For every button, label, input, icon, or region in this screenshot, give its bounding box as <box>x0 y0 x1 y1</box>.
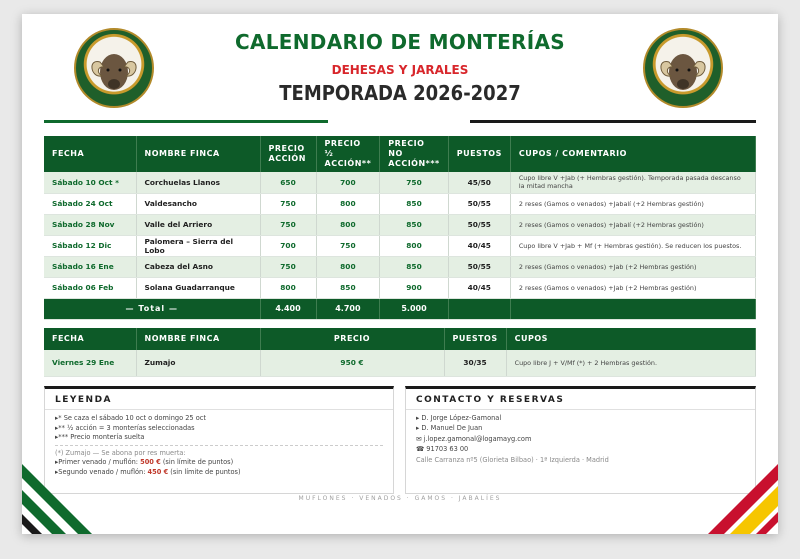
cell-no-accion: 900 <box>380 277 448 298</box>
leyenda-line: (*) Zumajo — Se abona por res muerta: <box>55 448 186 457</box>
cell-medio: 850 <box>316 277 380 298</box>
leyenda-card <box>44 386 394 494</box>
total-row <box>44 298 756 319</box>
cell-no-accion: 800 <box>380 235 448 256</box>
col-medio: PRECIO ½ ACCIÓN** <box>316 136 380 172</box>
cell-precio: 800 <box>260 277 316 298</box>
table-row <box>44 256 756 277</box>
cell-cupo: 2 reses (Gamos o venados) +Jabalí (+2 Hembras gestión) <box>510 214 755 235</box>
leyenda-line <box>55 458 383 468</box>
table-row <box>44 172 756 193</box>
cell-puestos: 50/55 <box>448 193 510 214</box>
andalusia-flag-icon <box>22 464 92 534</box>
cell-puestos: 45/50 <box>448 172 510 193</box>
total-no-accion: 5.000 <box>380 298 448 319</box>
table-row <box>44 235 756 256</box>
price-highlight: 450 € <box>147 467 169 476</box>
table-row <box>44 193 756 214</box>
page-title: CALENDARIO DE MONTERÍAS <box>235 30 565 54</box>
zumajo-table <box>44 328 756 377</box>
table-header-row <box>44 136 756 172</box>
cell-precio: 750 <box>260 193 316 214</box>
table-row <box>44 350 756 376</box>
total-empty <box>448 298 510 319</box>
monterias-table <box>44 136 756 320</box>
leyenda-line: ▸*** Precio montería suelta <box>55 433 145 441</box>
cell-cupo: Cupo libre V +Jab (+ Hembras gestión). Temporada pasada descanso la mitad mancha <box>510 172 755 193</box>
col-finca: NOMBRE FINCA <box>136 328 260 350</box>
season-title: TEMPORADA 2026-2027 <box>279 81 521 105</box>
cell-no-accion: 850 <box>380 193 448 214</box>
col-precio: PRECIO <box>260 328 444 350</box>
leyenda-text: ▸Segundo venado / muflón: <box>55 467 148 476</box>
total-empty <box>510 298 755 319</box>
leyenda-line: ▸* Se caza el sábado 10 oct o domingo 25 oct <box>55 414 206 422</box>
spain-flag-icon <box>708 464 778 534</box>
page-subtitle: DEHESAS Y JARALES <box>331 63 469 77</box>
leyenda-divider <box>55 445 383 446</box>
leyenda-title: LEYENDA <box>45 389 393 410</box>
col-fecha: FECHA <box>44 136 136 172</box>
cell-finca: Cabeza del Asno <box>136 256 260 277</box>
col-cupos: CUPOS <box>506 328 755 350</box>
leyenda-line: ▸** ½ acción = 3 monterías seleccionadas <box>55 423 195 432</box>
cell-fecha: Sábado 28 Nov <box>44 214 136 235</box>
cell-cupo: 2 reses (Gamos o venados) +Jabalí (+2 Hembras gestión) <box>510 193 755 214</box>
phone-link[interactable]: ☎ 91703 63 00 <box>416 444 469 453</box>
cell-medio: 800 <box>316 193 380 214</box>
cell-finca: Valle del Arriero <box>136 214 260 235</box>
cell-precio: 650 <box>260 172 316 193</box>
cell-finca: Valdesancho <box>136 193 260 214</box>
col-puestos: PUESTOS <box>444 328 506 350</box>
total-precio: 4.400 <box>260 298 316 319</box>
cell-fecha: Sábado 06 Feb <box>44 277 136 298</box>
cell-fecha: Sábado 16 Ene <box>44 256 136 277</box>
cell-puestos: 50/55 <box>448 214 510 235</box>
calendar-sheet <box>22 14 778 534</box>
leyenda-text: ▸Primer venado / muflón: <box>55 458 141 466</box>
cell-precio: 950 € <box>260 350 444 376</box>
table-row <box>44 277 756 298</box>
col-fecha: FECHA <box>44 328 136 350</box>
black-divider <box>470 120 756 123</box>
cell-medio: 800 <box>316 256 380 277</box>
cell-cupo: Cupo libre V +Jab + Mf (+ Hembras gestión). Se reducen los puestos. <box>510 235 755 256</box>
cell-precio: 700 <box>260 235 316 256</box>
col-finca: NOMBRE FINCA <box>136 136 260 172</box>
cell-medio: 750 <box>316 235 380 256</box>
cell-fecha: Sábado 12 Dic <box>44 235 136 256</box>
cell-fecha: Sábado 24 Oct <box>44 193 136 214</box>
cell-precio: 750 <box>260 256 316 277</box>
cell-no-accion: 850 <box>380 256 448 277</box>
contact-person: ▸ D. Manuel De Juan <box>416 423 483 432</box>
leyenda-line <box>55 468 383 478</box>
cell-cupo: 2 reses (Gamos o venados) +Jab (+2 Hembras gestión) <box>510 277 755 298</box>
col-puestos: PUESTOS <box>448 136 510 172</box>
contacto-card <box>405 386 756 494</box>
cell-no-accion: 850 <box>380 214 448 235</box>
green-divider <box>44 120 328 123</box>
leyenda-text: (sin límite de puntos) <box>160 458 234 466</box>
cell-finca: Corchuelas Llanos <box>136 172 260 193</box>
total-medio: 4.700 <box>316 298 380 319</box>
cell-puestos: 40/45 <box>448 235 510 256</box>
leyenda-text: (sin límite de puntos) <box>168 467 241 476</box>
email-link[interactable]: ✉ j.lopez.gamonal@logamayg.com <box>416 435 532 443</box>
cell-finca: Solana Guadarranque <box>136 277 260 298</box>
cell-puestos: 40/45 <box>448 277 510 298</box>
address-text: Calle Carranza nº5 (Glorieta Bilbao) · 1ª Izquierda · Madrid <box>416 456 609 464</box>
price-highlight: 500 € <box>140 458 161 466</box>
table-header-row <box>44 328 756 350</box>
cell-precio: 750 <box>260 214 316 235</box>
cell-fecha: Sábado 10 Oct * <box>44 172 136 193</box>
cell-medio: 800 <box>316 214 380 235</box>
cell-puestos: 30/35 <box>444 350 506 376</box>
cell-cupo: Cupo libre J + V/Mf (*) + 2 Hembras gestión. <box>506 350 755 376</box>
col-no-accion: PRECIO NO ACCIÓN*** <box>380 136 448 172</box>
cell-fecha: Viernes 29 Ene <box>44 350 136 376</box>
contacto-title: CONTACTO Y RESERVAS <box>406 389 755 410</box>
footer-text: MUFLONES · VENADOS · GAMOS · JABALÍES <box>298 495 502 502</box>
contact-person: ▸ D. Jorge López-Gamonal <box>416 414 502 422</box>
cell-finca: Palomera – Sierra del Lobo <box>136 235 260 256</box>
cell-no-accion: 750 <box>380 172 448 193</box>
cell-medio: 700 <box>316 172 380 193</box>
cell-finca: Zumajo <box>136 350 260 376</box>
col-precio: PRECIO ACCIÓN <box>260 136 316 172</box>
total-label: — Total — <box>44 298 260 319</box>
col-cupos: CUPOS / COMENTARIO <box>510 136 755 172</box>
cell-puestos: 50/55 <box>448 256 510 277</box>
cell-cupo: 2 reses (Gamos o venados) +Jab (+2 Hembras gestión) <box>510 256 755 277</box>
table-row <box>44 214 756 235</box>
